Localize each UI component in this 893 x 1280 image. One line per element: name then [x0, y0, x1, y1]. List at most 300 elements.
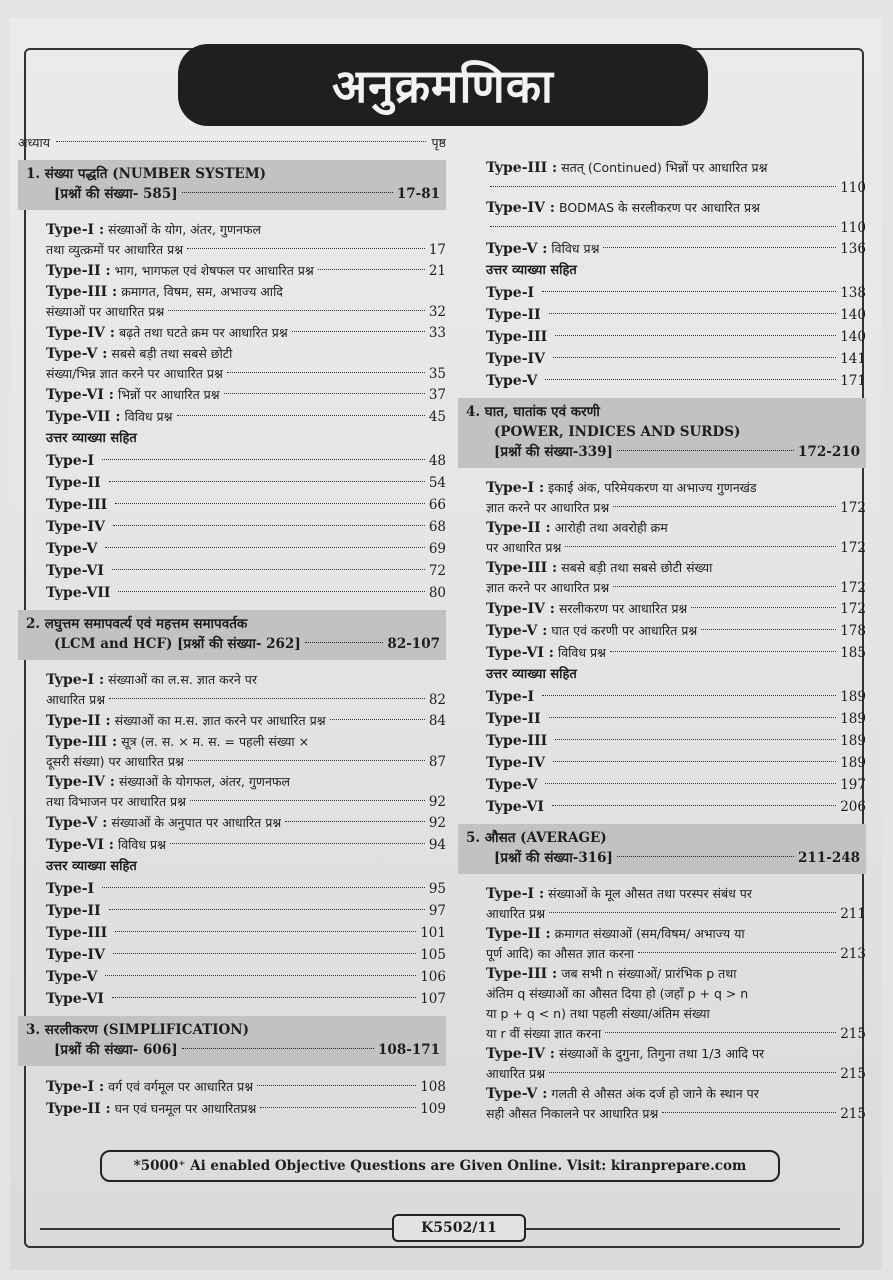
entry-type: Type-I — [46, 453, 95, 469]
leader-dots — [542, 695, 836, 696]
leader-dots — [109, 698, 425, 699]
toc-entry — [46, 344, 446, 384]
toc-entry — [486, 238, 866, 260]
entry-page: 35 — [428, 366, 446, 382]
book-code: K5502/11 — [392, 1214, 526, 1242]
entry-page: 206 — [840, 799, 866, 815]
leader-dots — [105, 547, 424, 548]
entry-line — [486, 178, 866, 198]
section-count: [प्रश्नों की संख्या-316] — [494, 850, 613, 866]
entry-page: 54 — [428, 475, 446, 491]
entry-description-continued: संख्याओं पर आधारित प्रश्न — [46, 304, 165, 319]
entry-page: 189 — [840, 689, 866, 705]
answer-entry — [46, 922, 446, 944]
entry-type: Type-III — [46, 497, 108, 513]
leader-dots — [227, 372, 425, 373]
leader-dots — [542, 291, 836, 292]
toc-entry — [46, 812, 446, 834]
entry-description-continued: आधारित प्रश्न — [486, 906, 546, 921]
entry-page: 69 — [428, 541, 446, 557]
entry-description: सबसे बड़ी तथा सबसे छोटी संख्या — [561, 560, 713, 575]
section-items — [458, 884, 866, 1124]
section-subtitle: (POWER, INDICES AND SURDS) — [494, 424, 741, 440]
leader-dots — [553, 357, 836, 358]
entry-page: 178 — [840, 623, 866, 639]
entry-line — [46, 792, 446, 812]
leader-dots — [182, 192, 393, 193]
entry-description: बढ़ते तथा घटते क्रम पर आधारित प्रश्न — [118, 325, 288, 340]
entry-type: Type-VI — [486, 799, 544, 815]
leader-dots — [662, 1112, 836, 1113]
entry-line — [46, 364, 446, 384]
toc-entry — [486, 198, 866, 238]
entry-description: संख्याओं का ल.स. ज्ञात करने पर — [108, 672, 257, 687]
leader-dots — [603, 247, 836, 248]
entry-page: 140 — [840, 307, 866, 323]
entry-type: Type-I — [486, 285, 535, 301]
entry-line — [486, 538, 866, 558]
section-pages: 82-107 — [387, 636, 440, 652]
leader-dots — [105, 975, 416, 976]
entry-type: Type-I : — [486, 886, 545, 902]
leader-dots — [617, 450, 794, 451]
entry-page: 185 — [840, 645, 866, 661]
section-lcm-hcf — [18, 610, 446, 660]
leader-dots — [549, 912, 836, 913]
entry-line — [486, 478, 866, 498]
entry-type: Type-IV — [486, 351, 545, 367]
entry-page: 215 — [840, 1066, 866, 1082]
entry-page: 37 — [428, 387, 446, 403]
entry-type: Type-I — [46, 881, 95, 897]
entry-page: 17 — [428, 242, 446, 258]
entry-page: 92 — [428, 815, 446, 831]
entry-type: Type-III : — [46, 734, 118, 750]
entry-page: 72 — [428, 563, 446, 579]
entry-page: 136 — [840, 241, 866, 257]
entry-type: Type-V — [46, 969, 98, 985]
entry-page: 94 — [428, 837, 446, 853]
section-count: (LCM and HCF) [प्रश्नों की संख्या- 262] — [54, 636, 301, 652]
entry-page: 215 — [840, 1026, 866, 1042]
answers-subheading: उत्तर व्याख्या सहित — [46, 431, 137, 446]
entry-description: संख्याओं के अनुपात पर आधारित प्रश्न — [111, 815, 282, 830]
entry-page: 66 — [428, 497, 446, 513]
leader-dots — [115, 503, 425, 504]
toc-entry — [46, 282, 446, 322]
entry-line — [46, 302, 446, 322]
section-count: [प्रश्नों की संख्या- 585] — [54, 186, 178, 202]
toc-entry — [46, 834, 446, 856]
section-title: 3. सरलीकरण (SIMPLIFICATION) — [26, 1022, 250, 1038]
entry-type: Type-VI : — [46, 387, 114, 403]
toc-entry — [486, 558, 866, 598]
entry-page: 84 — [428, 713, 446, 729]
leader-dots — [490, 226, 836, 227]
entry-description-continued: पूर्ण आदि) का औसत ज्ञात करना — [486, 946, 634, 961]
entry-description: क्रमागत संख्याओं (सम/विषम/ अभाज्य या — [554, 926, 745, 941]
entry-description-continued: तथा विभाजन पर आधारित प्रश्न — [46, 794, 187, 809]
leader-dots — [555, 739, 836, 740]
entry-description-continued: या p + q < n) तथा पहली संख्या/अंतिम संख्या — [486, 1006, 710, 1021]
entry-type: Type-VII : — [46, 409, 121, 425]
entry-type: Type-II : — [46, 1101, 111, 1117]
entry-line — [46, 344, 446, 364]
section-items — [458, 478, 866, 818]
entry-description: विविध प्रश्न — [557, 645, 606, 660]
leader-dots — [605, 1032, 836, 1033]
answers-subheading: उत्तर व्याख्या सहित — [46, 859, 137, 874]
left-column — [18, 134, 446, 1120]
leader-dots — [613, 506, 836, 507]
entry-line — [486, 498, 866, 518]
entry-description: विविध प्रश्न — [551, 241, 600, 256]
entry-description: घात एवं करणी पर आधारित प्रश्न — [551, 623, 698, 638]
entry-type: Type-II : — [46, 713, 111, 729]
leader-dots — [691, 607, 836, 608]
entry-page: 140 — [840, 329, 866, 345]
entry-description-continued: या r वीं संख्या ज्ञात करना — [486, 1026, 602, 1041]
section-simplification — [18, 1016, 446, 1066]
entry-page: 110 — [840, 220, 866, 236]
entry-description-continued: आधारित प्रश्न — [486, 1066, 546, 1081]
entry-page: 48 — [428, 453, 446, 469]
answer-entry — [486, 326, 866, 348]
leader-dots — [102, 887, 425, 888]
entry-page: 109 — [420, 1101, 446, 1117]
entry-description-continued: पर आधारित प्रश्न — [486, 540, 562, 555]
answer-entry — [486, 282, 866, 304]
entry-type: Type-V : — [46, 815, 108, 831]
entry-type: Type-IV : — [46, 774, 115, 790]
entry-description: सबसे बड़ी तथा सबसे छोटी — [111, 346, 233, 361]
answer-entry — [46, 516, 446, 538]
entry-description-continued: आधारित प्रश्न — [46, 692, 106, 707]
section-number-system — [18, 160, 446, 210]
answer-entry — [486, 796, 866, 818]
entry-line — [46, 282, 446, 302]
section-count: [प्रश्नों की संख्या-339] — [494, 444, 613, 460]
entry-line — [486, 1084, 866, 1104]
leader-dots — [549, 717, 837, 718]
section-title: 4. घात, घातांक एवं करणी — [466, 404, 600, 420]
entry-description-continued: संख्या/भिन्न ज्ञात करने पर आधारित प्रश्न — [46, 366, 223, 381]
leader-dots — [613, 586, 836, 587]
entry-line — [486, 218, 866, 238]
entry-page: 211 — [840, 906, 866, 922]
entry-type: Type-III : — [46, 284, 118, 300]
column-header — [18, 134, 446, 154]
toc-entry — [486, 598, 866, 620]
entry-type: Type-V : — [486, 1086, 548, 1102]
entry-type: Type-VI : — [46, 837, 114, 853]
entry-type: Type-II : — [46, 263, 111, 279]
entry-line — [486, 904, 866, 924]
entry-type: Type-II : — [486, 926, 551, 942]
answer-entry — [486, 686, 866, 708]
toc-entry — [46, 260, 446, 282]
entry-line — [486, 944, 866, 964]
entry-page: 172 — [840, 601, 866, 617]
entry-description-continued: तथा व्युत्क्रमों पर आधारित प्रश्न — [46, 242, 184, 257]
toc-entry — [486, 1044, 866, 1084]
section-pages: 172-210 — [798, 444, 860, 460]
answer-entry — [46, 494, 446, 516]
leader-dots — [257, 1085, 416, 1086]
leader-dots — [260, 1107, 416, 1108]
leader-dots — [555, 335, 836, 336]
entry-page: 68 — [428, 519, 446, 535]
entry-line — [486, 1064, 866, 1084]
answers-subheading: उत्तर व्याख्या सहित — [486, 667, 577, 682]
entry-type: Type-III — [486, 329, 548, 345]
entry-line — [46, 220, 446, 240]
entry-page: 80 — [428, 585, 446, 601]
leader-dots — [292, 331, 425, 332]
leader-dots — [610, 651, 836, 652]
entry-type: Type-II — [486, 711, 541, 727]
entry-line — [486, 924, 866, 944]
entry-line — [486, 578, 866, 598]
section-average — [458, 824, 866, 874]
entry-type: Type-IV : — [46, 325, 115, 341]
entry-type: Type-II — [486, 307, 541, 323]
entry-page: 172 — [840, 540, 866, 556]
leader-dots — [109, 481, 425, 482]
entry-page: 107 — [420, 991, 446, 1007]
entry-line — [46, 240, 446, 260]
answer-entry — [46, 450, 446, 472]
entry-line — [486, 1104, 866, 1124]
entry-page: 106 — [420, 969, 446, 985]
toc-entry — [486, 478, 866, 518]
entry-description-continued: दूसरी संख्या) पर आधारित प्रश्न — [46, 754, 184, 769]
toc-entry — [486, 158, 866, 198]
entry-page: 87 — [428, 754, 446, 770]
leader-dots — [187, 248, 425, 249]
entry-page: 92 — [428, 794, 446, 810]
entry-type: Type-III : — [486, 966, 558, 982]
leader-dots — [109, 909, 425, 910]
entry-page: 171 — [840, 373, 866, 389]
answer-entry — [486, 752, 866, 774]
leader-dots — [285, 821, 425, 822]
leader-dots — [113, 525, 425, 526]
entry-line — [486, 1024, 866, 1044]
entry-description: वर्ग एवं वर्गमूल पर आधारित प्रश्न — [108, 1079, 254, 1094]
entry-description: विविध प्रश्न — [124, 409, 173, 424]
entry-line — [486, 1044, 866, 1064]
toc-entry — [486, 642, 866, 664]
toc-entry — [46, 1076, 446, 1098]
entry-page: 213 — [840, 946, 866, 962]
section-title: 2. लघुत्तम समापवर्त्य एवं महत्तम समापवर्तक — [26, 616, 248, 632]
entry-description: BODMAS के सरलीकरण पर आधारित प्रश्न — [558, 200, 760, 215]
toc-entry — [46, 772, 446, 812]
entry-line — [486, 964, 866, 984]
entry-description: सरलीकरण पर आधारित प्रश्न — [558, 601, 688, 616]
entry-description: इकाई अंक, परिमेयकरण या अभाज्य गुणनखंड — [548, 480, 757, 495]
toc-entry — [486, 964, 866, 1044]
entry-type: Type-VII — [46, 585, 111, 601]
entry-type: Type-I : — [46, 1079, 105, 1095]
entry-page: 105 — [420, 947, 446, 963]
leader-dots — [112, 997, 416, 998]
entry-description: संख्याओं के योग, अंतर, गुणनफल — [108, 222, 262, 237]
leader-dots — [553, 761, 836, 762]
entry-line — [486, 558, 866, 578]
section-items — [18, 220, 446, 604]
entry-type: Type-IV : — [486, 200, 555, 216]
toc-entry — [46, 384, 446, 406]
entry-page: 21 — [428, 263, 446, 279]
entry-description: क्रमागत, विषम, सम, अभाज्य आदि — [121, 284, 283, 299]
page-label: पृष्ठ — [431, 135, 446, 150]
leader-dots — [190, 800, 425, 801]
page-title: अनुक्रमणिका — [178, 44, 708, 126]
entry-page: 97 — [428, 903, 446, 919]
entry-type: Type-I : — [486, 480, 545, 496]
leader-dots — [552, 805, 836, 806]
entry-type: Type-III : — [486, 560, 558, 576]
entry-description: सूत्र (ल. स. × म. स. = पहली संख्या × — [121, 734, 310, 749]
answers-subheading: उत्तर व्याख्या सहित — [486, 263, 577, 278]
entry-type: Type-IV : — [486, 601, 555, 617]
entry-type: Type-IV : — [486, 1046, 555, 1062]
leader-dots — [490, 186, 836, 187]
entry-type: Type-IV — [46, 519, 105, 535]
entry-page: 110 — [840, 180, 866, 196]
entry-description: संख्याओं के दुगुना, तिगुना तथा 1/3 आदि पर — [558, 1046, 765, 1061]
entry-page: 197 — [840, 777, 866, 793]
entry-page: 108 — [420, 1079, 446, 1095]
answer-entry — [486, 730, 866, 752]
toc-entry — [46, 670, 446, 710]
online-questions-banner: *5000⁺ Ai enabled Objective Questions are Given Online. Visit: kiranprepare.com — [100, 1150, 780, 1182]
section-power-indices — [458, 398, 866, 468]
entry-type: Type-IV — [486, 755, 545, 771]
leader-dots — [112, 569, 425, 570]
toc-entry — [46, 710, 446, 732]
section-items — [18, 1076, 446, 1120]
section-pages: 108-171 — [378, 1042, 440, 1058]
answer-entry — [486, 348, 866, 370]
entry-description: संख्याओं का म.स. ज्ञात करने पर आधारित प्रश्न — [114, 713, 326, 728]
leader-dots — [170, 843, 425, 844]
answer-entry — [46, 538, 446, 560]
entry-page: 101 — [420, 925, 446, 941]
entry-type: Type-II : — [486, 520, 551, 536]
toc-entry — [486, 924, 866, 964]
leader-dots — [318, 269, 425, 270]
entry-page: 33 — [428, 325, 446, 341]
leader-dots — [177, 415, 425, 416]
entry-description: गलती से औसत अंक दर्ज हो जाने के स्थान पर — [551, 1086, 759, 1101]
answer-entry — [46, 966, 446, 988]
entry-type: Type-VI : — [486, 645, 554, 661]
leader-dots — [115, 931, 416, 932]
entry-page: 32 — [428, 304, 446, 320]
entry-type: Type-V — [46, 541, 98, 557]
entry-description-continued: ज्ञात करने पर आधारित प्रश्न — [486, 500, 610, 515]
entry-description: आरोही तथा अवरोही क्रम — [554, 520, 668, 535]
leader-dots — [168, 310, 425, 311]
entry-type: Type-V : — [486, 623, 548, 639]
answer-entry — [46, 900, 446, 922]
entry-type: Type-III — [486, 733, 548, 749]
leader-dots — [565, 546, 836, 547]
answer-entry — [486, 304, 866, 326]
entry-line — [46, 772, 446, 792]
right-column — [458, 158, 866, 1124]
leader-dots — [182, 1048, 374, 1049]
entry-type: Type-V — [486, 373, 538, 389]
leader-dots — [188, 760, 425, 761]
toc-entry — [486, 518, 866, 558]
leader-dots — [102, 459, 425, 460]
entry-description: भिन्नों पर आधारित प्रश्न — [117, 387, 220, 402]
entry-page: 82 — [428, 692, 446, 708]
entry-page: 215 — [840, 1106, 866, 1122]
section-items — [18, 670, 446, 1010]
entry-description: संख्याओं के योगफल, अंतर, गुणनफल — [118, 774, 291, 789]
leader-dots — [617, 856, 794, 857]
toc-entry — [486, 620, 866, 642]
chapter-label: अध्याय — [18, 135, 50, 150]
entry-page: 172 — [840, 500, 866, 516]
leader-dots — [701, 629, 836, 630]
toc-entry — [486, 884, 866, 924]
entry-line — [46, 752, 446, 772]
entry-type: Type-III — [46, 925, 108, 941]
leader-dots — [545, 783, 836, 784]
leader-dots — [305, 642, 384, 643]
entry-type: Type-VI — [46, 991, 104, 1007]
entry-page: 138 — [840, 285, 866, 301]
entry-type: Type-V : — [46, 346, 108, 362]
toc-entry — [46, 1098, 446, 1120]
entry-description-continued: ज्ञात करने पर आधारित प्रश्न — [486, 580, 610, 595]
entry-type: Type-IV — [46, 947, 105, 963]
section-pages: 17-81 — [396, 186, 440, 202]
entry-page: 95 — [428, 881, 446, 897]
entry-page: 189 — [840, 755, 866, 771]
entry-description-continued: सही औसत निकालने पर आधारित प्रश्न — [486, 1106, 659, 1121]
entry-type: Type-II — [46, 903, 101, 919]
entry-line — [486, 518, 866, 538]
leader-dots — [330, 719, 425, 720]
section-title: 1. संख्या पद्धति (NUMBER SYSTEM) — [26, 166, 267, 182]
leader-dots — [638, 952, 836, 953]
section-count: [प्रश्नों की संख्या- 606] — [54, 1042, 178, 1058]
entry-type: Type-I — [486, 689, 535, 705]
toc-entry — [46, 732, 446, 772]
entry-line — [486, 198, 866, 218]
entry-line — [46, 732, 446, 752]
answer-entry — [486, 370, 866, 392]
answer-entry — [46, 560, 446, 582]
section-title: 5. औसत (AVERAGE) — [466, 830, 607, 846]
entry-description: संख्याओं के मूल औसत तथा परस्पर संबंध पर — [548, 886, 753, 901]
entry-type: Type-V — [486, 777, 538, 793]
leader-dots — [549, 313, 837, 314]
answer-entry — [46, 582, 446, 604]
entry-description: जब सभी n संख्याओं/ प्रारंभिक p तथा — [561, 966, 737, 981]
entry-description: विविध प्रश्न — [117, 837, 166, 852]
entry-page: 172 — [840, 580, 866, 596]
toc-entry — [46, 220, 446, 260]
entry-line — [46, 670, 446, 690]
